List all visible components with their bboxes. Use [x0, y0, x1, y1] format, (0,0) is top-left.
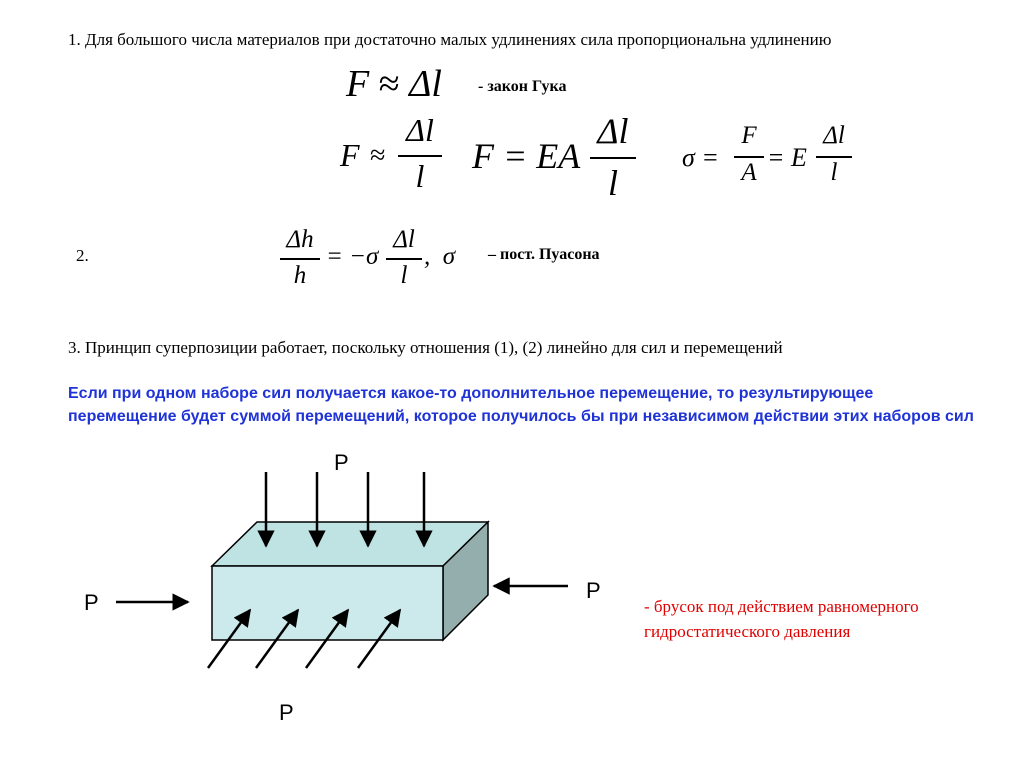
poisson-fraction-bar2 [386, 258, 422, 260]
f3-numerator: Δl [597, 111, 629, 151]
block-top-face [212, 522, 488, 566]
item1-text: 1. Для большого числа материалов при достаточно малых удлинениях сила пропорциональна удлинению [68, 30, 832, 49]
poisson-tail: , σ [424, 243, 456, 270]
block-front-face [212, 566, 443, 640]
f4-fraction-bar2 [816, 156, 852, 158]
f2-fraction-bar [398, 155, 442, 157]
poisson-denominator1: h [293, 262, 307, 289]
label-p-top: P [334, 450, 349, 475]
f3-lhs: F = EA [472, 136, 581, 176]
f4-denominator1: A [741, 159, 757, 186]
f2-numerator: Δl [406, 112, 434, 148]
hooke-dl: Δl [409, 63, 442, 105]
item2-number: 2. [76, 246, 89, 265]
f4-denominator2: l [830, 159, 838, 186]
item3-text: 3. Принцип суперпозиции работает, поскольку отношения (1), (2) линейно для сил и перемещений [68, 338, 783, 357]
f2-approx: ≈ [370, 140, 386, 171]
label-p-right: P [586, 578, 601, 603]
poisson-fraction-bar1 [280, 258, 320, 260]
superposition-statement: Если при одном наборе сил получается какое-то дополнительное перемещение, то результирующее перемещение будет суммой перемещений, которое получилось бы при независимом действии этих наборов сил [68, 385, 974, 425]
label-p-bottom: P [279, 700, 294, 725]
poisson-numerator2: Δl [393, 226, 415, 253]
f4-eqE: = E [767, 143, 807, 172]
f2-F: F [340, 137, 360, 173]
f3-denominator: l [607, 163, 618, 203]
hooke-F: F [346, 63, 370, 105]
f4-numerator2: Δl [823, 122, 845, 149]
f4-fraction-bar1 [734, 156, 764, 158]
figure-caption: - брусок под действием равномерного гидростатического давления [644, 597, 919, 641]
poisson-mid: = −σ [326, 243, 379, 270]
hooke-approx: ≈ [378, 63, 400, 105]
hooke-formula [346, 62, 442, 106]
f3-fraction-bar [590, 157, 636, 159]
poisson-denominator2: l [400, 262, 408, 289]
poisson-caption: – пост. Пуасона [488, 246, 600, 263]
f4-numerator1: F [741, 122, 757, 149]
poisson-numerator1: Δh [286, 226, 314, 253]
hooke-caption: - закон Гука [478, 78, 567, 95]
label-p-left: P [84, 590, 99, 615]
f4-sigma: σ = [682, 143, 719, 172]
f2-denominator: l [415, 158, 425, 194]
